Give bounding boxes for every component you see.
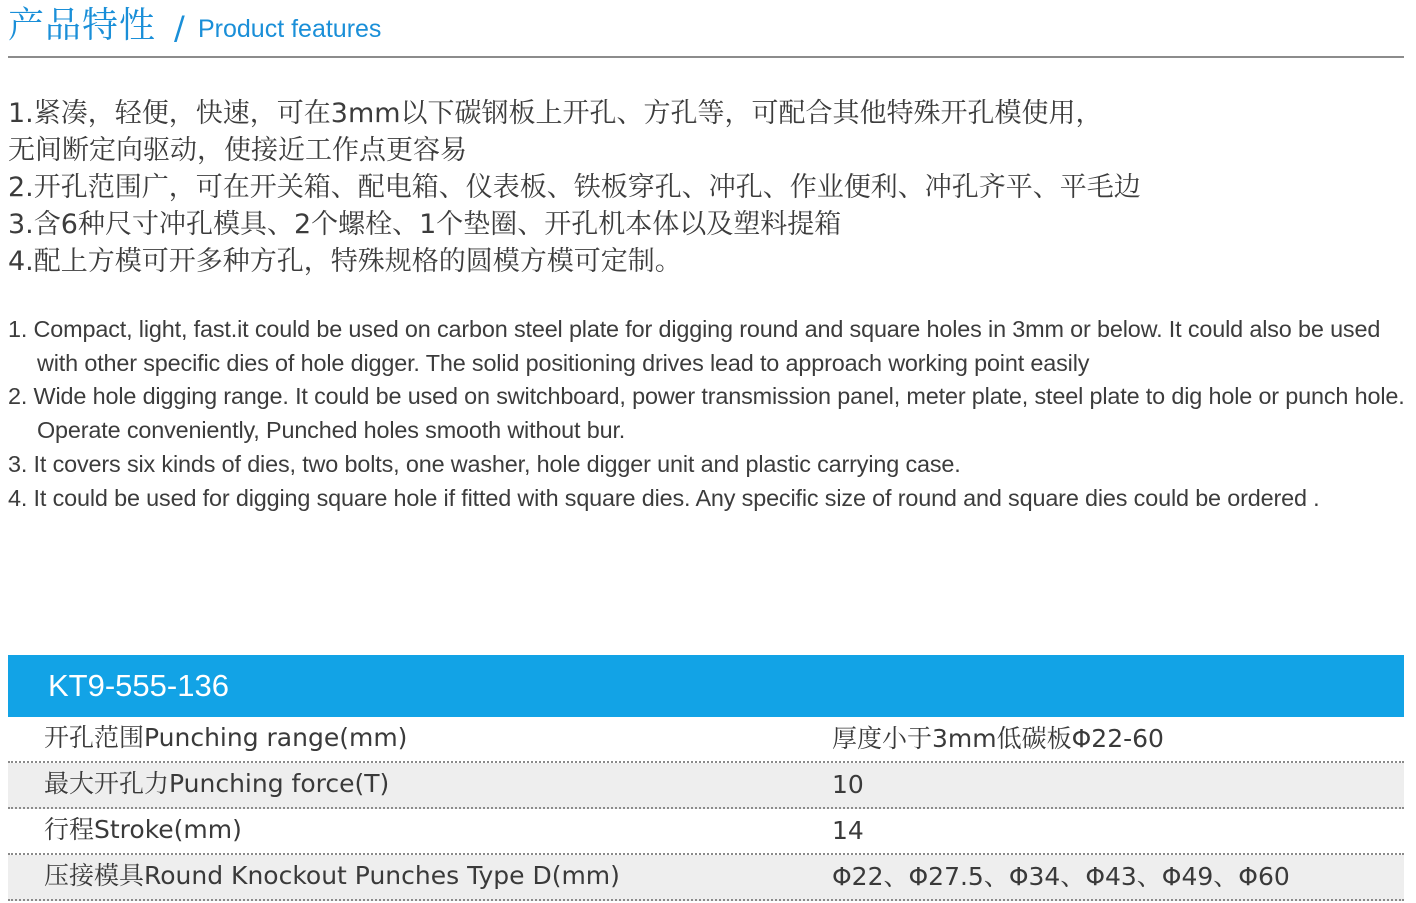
section-title-en: Product features (198, 15, 382, 43)
table-row (8, 763, 1404, 809)
spec-table (8, 655, 1404, 901)
spec-label: 压接模具Round Knockout Punches Type D(mm) (44, 861, 620, 890)
spec-value: 10 (832, 770, 864, 799)
spec-value: 14 (832, 816, 864, 845)
section-header (8, 2, 1404, 58)
spec-value: Φ22、Φ27.5、Φ34、Φ43、Φ49、Φ60 (832, 862, 1290, 891)
table-row (8, 717, 1404, 763)
spec-table-header (8, 655, 1404, 717)
table-row (8, 855, 1404, 901)
features-list-cn (8, 95, 1404, 280)
feature-cn-item: 无间断定向驱动，使接近工作点更容易 (8, 135, 467, 166)
feature-cn-item: 1.紧凑，轻便，快速，可在3mm以下碳钢板上开孔、方孔等，可配合其他特殊开孔模使用， (8, 98, 1103, 129)
feature-cn-item: 4.配上方模可开多种方孔，特殊规格的圆模方模可定制。 (8, 246, 682, 277)
features-list-en (8, 313, 1408, 515)
spec-value: 厚度小于3mm低碳板Φ22-60 (832, 724, 1164, 753)
spec-label: 最大开孔力Punching force(T) (44, 769, 390, 798)
feature-en-item: 4. It could be used for digging square hole if fitted with square dies. Any specific size of round and square dies could be ordered . (8, 484, 1320, 511)
table-row (8, 809, 1404, 855)
spec-label: 开孔范围Punching range(mm) (44, 723, 408, 752)
spec-table-body (8, 717, 1404, 901)
feature-en-item: 3. It covers six kinds of dies, two bolts, one washer, hole digger unit and plastic carrying case. (8, 450, 961, 477)
title-separator: / (174, 9, 185, 47)
feature-cn-item: 2.开孔范围广，可在开关箱、配电箱、仪表板、铁板穿孔、冲孔、作业便利、冲孔齐平、平毛边 (8, 172, 1141, 203)
section-title-cn: 产品特性 (8, 5, 157, 46)
feature-en-item: 1. Compact, light, fast.it could be used on carbon steel plate for digging round and square holes in 3mm or below. It could also be used with other specific dies of hole digger. The solid positioning drives lead to approach working point easily (8, 316, 1381, 376)
feature-cn-item: 3.含6种尺寸冲孔模具、2个螺栓、1个垫圈、开孔机本体以及塑料提箱 (8, 209, 842, 240)
spec-label: 行程Stroke(mm) (44, 815, 242, 844)
model-number: KT9-555-136 (48, 668, 229, 703)
feature-en-item: 2. Wide hole digging range. It could be used on switchboard, power transmission panel, meter plate, steel plate to dig hole or punch hole. Operate conveniently, Punched holes smooth without bur. (8, 383, 1405, 444)
